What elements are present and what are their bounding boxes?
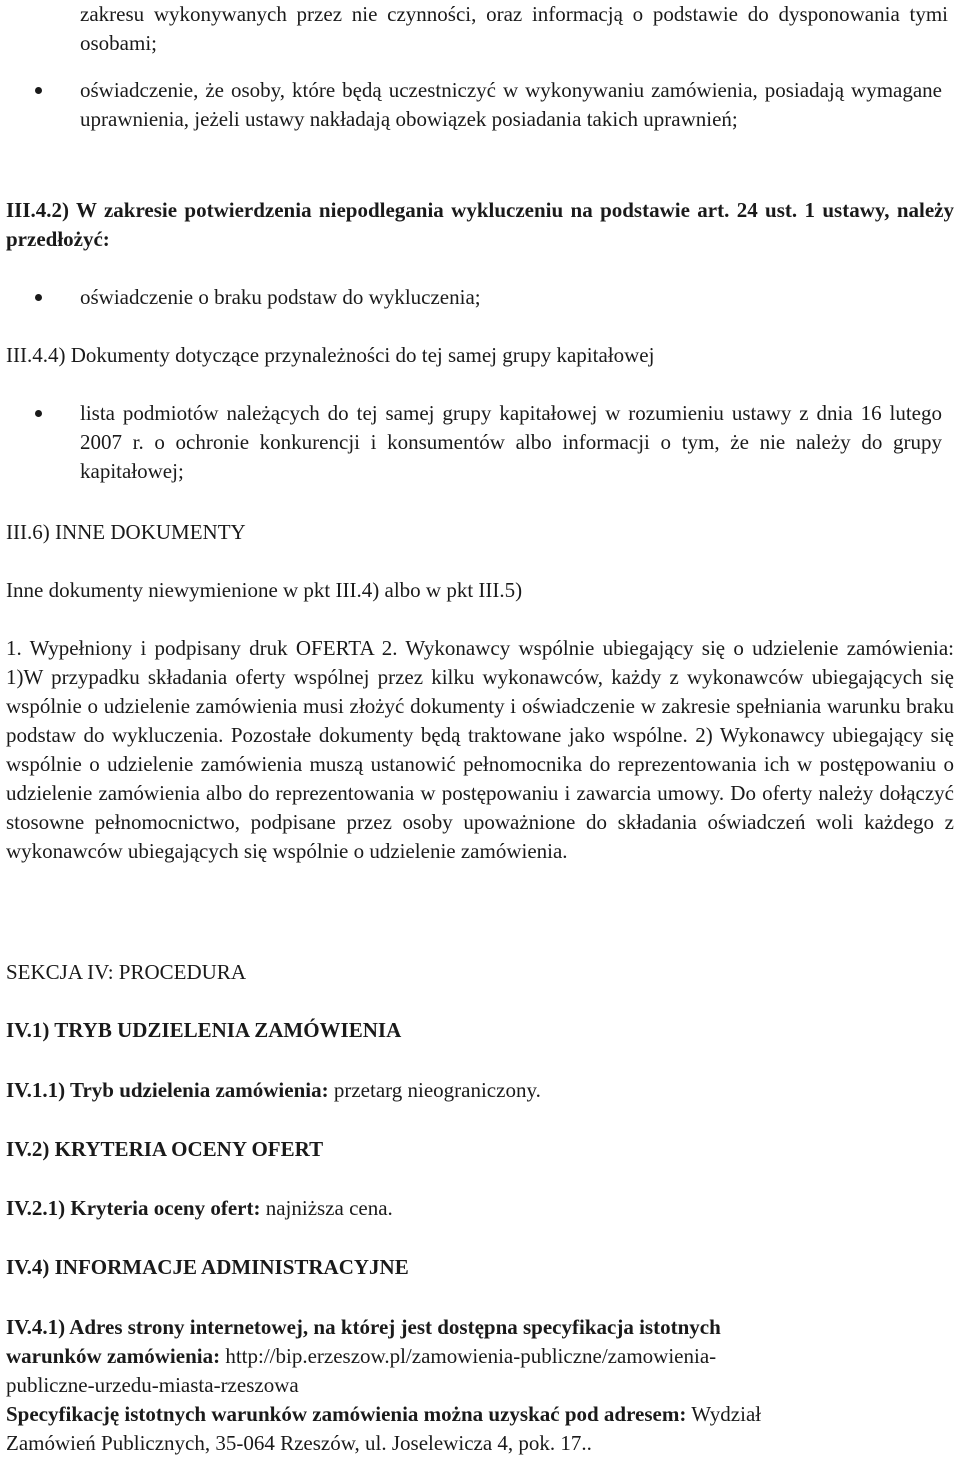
list-item-permissions <box>80 76 942 134</box>
evaluation-criteria-line <box>6 1194 954 1223</box>
bullet-icon <box>35 294 42 301</box>
heading-iii-4-4: III.4.4) Dokumenty dotyczące przynależności do tej samej grupy kapitałowej <box>6 343 655 367</box>
bullet-icon <box>35 410 42 417</box>
list-item-text: oświadczenie, że osoby, które będą uczestniczyć w wykonywaniu zamówienia, posiadają wymagane uprawnienia, jeżeli ustawy nakładają obowiązek posiadania takich uprawnień; <box>80 78 942 131</box>
list-item-text: lista podmiotów należących do tej samej grupy kapitałowej w rozumieniu ustawy z dnia 16 lutego 2007 r. o ochronie konkurencji i konsumentów albo informacji o tym, że nie należy do grupy kapitałowej; <box>80 401 942 483</box>
specification-url-cont[interactable]: publiczne-urzedu-miasta-rzeszowa <box>6 1373 299 1397</box>
specification-website-block <box>6 1313 954 1400</box>
heading-iii-4-2: III.4.2) W zakresie potwierdzenia niepodlegania wykluczeniu na podstawie art. 24 ust. 1 ustawy, należy przedłożyć: <box>6 198 954 251</box>
specification-website-label-cont: warunków zamówienia: <box>6 1344 221 1368</box>
list-item-capital-group <box>80 399 942 486</box>
heading-iv-2: IV.2) KRYTERIA OCENY OFERT <box>6 1137 324 1161</box>
intro-tail-paragraph: zakresu wykonywanych przez nie czynności, oraz informacją o podstawie do dysponowania tymi osobami; <box>80 2 948 55</box>
list-item-text: oświadczenie o braku podstaw do wykluczenia; <box>80 285 481 309</box>
heading-iv-4: IV.4) INFORMACJE ADMINISTRACYJNE <box>6 1255 409 1279</box>
specification-address-value: Wydział <box>686 1402 762 1426</box>
other-documents-intro: Inne dokumenty niewymienione w pkt III.4) albo w pkt III.5) <box>6 578 523 602</box>
procedure-mode-line <box>6 1076 954 1105</box>
section-iv-title: SEKCJA IV: PROCEDURA <box>6 960 246 984</box>
heading-iv-1: IV.1) TRYB UDZIELENIA ZAMÓWIENIA <box>6 1018 402 1042</box>
evaluation-criteria-label: IV.2.1) Kryteria oceny ofert: <box>6 1196 261 1220</box>
evaluation-criteria-value: najniższa cena. <box>260 1196 393 1220</box>
specification-address-label: Specyfikację istotnych warunków zamówienia można uzyskać pod adresem: <box>6 1402 687 1426</box>
specification-address-block <box>6 1400 954 1458</box>
bullet-icon <box>35 87 42 94</box>
procedure-mode-value: przetarg nieograniczony. <box>328 1078 541 1102</box>
list-item-no-grounds <box>80 283 942 312</box>
specification-url[interactable]: http://bip.erzeszow.pl/zamowienia-publiczne/zamowienia- <box>220 1344 717 1368</box>
heading-iii-6: III.6) INNE DOKUMENTY <box>6 520 246 544</box>
procedure-mode-label: IV.1.1) Tryb udzielenia zamówienia: <box>6 1078 329 1102</box>
other-documents-body: 1. Wypełniony i podpisany druk OFERTA 2. Wykonawcy wspólnie ubiegający się o udzielenie zamówienia: 1)W przypadku składania oferty wspólnej przez kilku wykonawców, każdy z wykonawców ubiegających się wspólnie o udzielenie zamówienia musi złożyć dokumenty i oświadczenie w zakresie spełniania warunku braku podstaw do wykluczenia. Pozostałe dokumenty będą traktowane jako wspólne. 2) Wykonawcy ubiegający się wspólnie o udzielenie zamówienia muszą ustanowić pełnomocnika do reprezentowania ich w postępowaniu o udzielenie zamówienia albo do reprezentowania w postępowaniu i zawarcia umowy. Do oferty należy dołączyć stosowne pełnomocnictwo, podpisane przez osoby upoważnione do składania oświadczeń woli każdego z wykonawców ubiegających się wspólnie o udzielenie zamówienia. <box>6 636 954 863</box>
specification-website-label: IV.4.1) Adres strony internetowej, na której jest dostępna specyfikacja istotnych <box>6 1315 721 1339</box>
specification-address-value-cont: Zamówień Publicznych, 35-064 Rzeszów, ul. Joselewicza 4, pok. 17.. <box>6 1431 592 1455</box>
